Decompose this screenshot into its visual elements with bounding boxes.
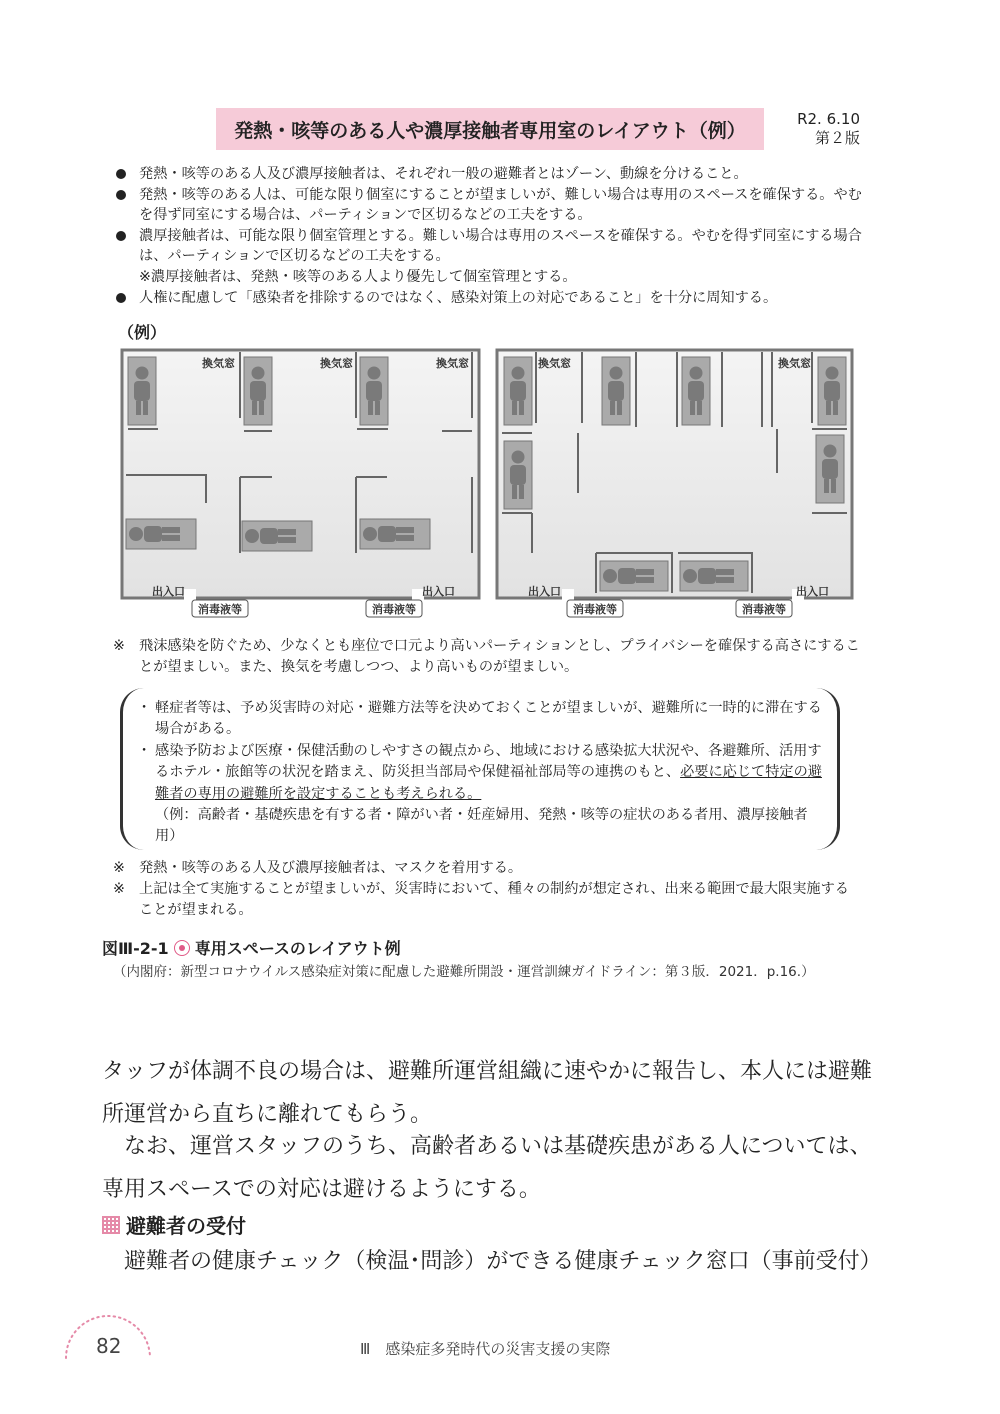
note-mark: ※ (113, 860, 125, 876)
bullet-dot-icon (116, 169, 126, 179)
disinfectant-label: 消毒液等 (198, 603, 242, 616)
figure-number: 図Ⅲ-2-1 (102, 939, 169, 958)
section-heading: 避難者の受付 (102, 1210, 246, 1239)
bullet-dot-icon (116, 293, 126, 303)
window-label: 換気窓 (320, 357, 353, 370)
body-paragraph: タッフが体調不良の場合は、避難所運営組織に速やかに報告し、本人には避難所運営から直ちに離れてもらう。 (102, 1059, 873, 1127)
layout-title-banner (216, 108, 764, 150)
disinfectant-label: 消毒液等 (573, 603, 617, 616)
bullet-item: 人権に配慮して「感染者を排除するのではなく、感染対策上の対応であること」を十分に周知する。 (113, 288, 873, 309)
entrance-label: 出入口 (422, 585, 455, 598)
window-label: 換気窓 (436, 357, 469, 370)
bullet-dot-icon (116, 231, 126, 241)
example-label: （例） (118, 323, 167, 342)
layout-title: 発熱・咳等のある人や濃厚接触者専用室のレイアウト（例） (234, 119, 746, 142)
window-label: 換気窓 (778, 357, 811, 370)
partition-note-text: 飛沫感染を防ぐため、少なくとも座位で口元より高いパーティションとし、プライバシーを確保する高さにすることが望ましい。また、換気を考慮しつつ、より高いものが望ましい。 (139, 638, 860, 675)
body-paragraph: 避難者の健康チェック（検温･問診）ができる健康チェック窓口（事前受付） (124, 1249, 882, 1274)
bullet-item: 発熱・咳等のある人及び濃厚接触者は、それぞれ一般の避難者とはゾーン、動線を分けること。 (113, 164, 873, 185)
guideline-bullets (113, 164, 873, 308)
paren-item: ・ 感染予防および医療・保健活動のしやすさの観点から、地域における感染拡大状況や、各避難所、活用するホテル・旅館等の状況を踏まえ、防災担当部局や保健福祉部局等の連携のもと、必要に応じて特定の避難者の専用の避難所を設定することも考えられる。 （例：高齢者・基礎疾患を有する者・障がい者・妊産婦用、発熱・咳等の症状のある者用、濃厚接触者用） (137, 742, 822, 845)
paren-item: ・ 軽症者等は、予め災害時の対応・避難方法等を決めておくことが望ましいが、避難所に一時的に滞在する場合がある。 (137, 700, 822, 738)
version-edition: 第２版 (814, 129, 860, 147)
bullet-subnote: ※濃厚接触者は、発熱・咳等のある人より優先して個室管理とする。 (139, 268, 577, 285)
partition-note (113, 636, 863, 678)
constraint-note: ※ 上記は全て実施することが望ましいが、災害時において、種々の制約が想定され、出来る範囲で最大限実施することが望まれる。 (113, 881, 849, 918)
note-mark: ※ (113, 638, 125, 654)
body-paragraph: なお、運営スタッフのうち、高齢者あるいは基礎疾患がある人については、専用スペースでの対応は避けるようにする。 (102, 1134, 872, 1202)
version-info (780, 110, 860, 148)
chapter-footer: Ⅲ 感染症多発時代の災害支援の実際 (360, 1340, 611, 1358)
parenthesis-content (135, 698, 825, 848)
bullet-item: 濃厚接触者は、可能な限り個室管理とする。難しい場合は専用のスペースを確保する。やむを得ず同室にする場合は、パーティションで区切るなどの工夫をする。 ※濃厚接触者は、発熱・咳等のある人より優先して個室管理とする。 (113, 226, 873, 288)
floor-plan-right (497, 350, 852, 617)
disinfectant-label: 消毒液等 (372, 603, 416, 616)
figure-caption-text: 専用スペースのレイアウト例 (194, 939, 401, 958)
entrance-label: 出入口 (152, 585, 185, 598)
version-date: R2. 6.10 (797, 110, 860, 128)
target-icon (174, 940, 190, 956)
entrance-label: 出入口 (796, 585, 829, 598)
floor-plan-diagram (112, 343, 862, 623)
disinfectant-label: 消毒液等 (742, 603, 786, 616)
window-label: 換気窓 (538, 357, 571, 370)
window-label: 換気窓 (202, 357, 235, 370)
underlined-text: 必要に応じて特定の避難者の専用の避難所を設定することも考えられる。 (155, 764, 822, 802)
figure-source: （内閣府：新型コロナウイルス感染症対策に配慮した避難所開設・運営訓練ガイドライン：第３版．2021．p.16.） (113, 964, 815, 980)
mask-note: ※ 発熱・咳等のある人及び濃厚接触者は、マスクを着用する。 (113, 858, 863, 879)
page-number: 82 (96, 1334, 122, 1358)
note-mark: ※ (113, 881, 125, 897)
bullet-dot-icon (116, 190, 126, 200)
figure-caption (102, 936, 401, 959)
floor-plan-left (122, 350, 479, 617)
bullet-item: 発熱・咳等のある人は、可能な限り個室にすることが望ましいが、難しい場合は専用のスペースを確保する。やむを得ず同室にする場合は、パーティションで区切るなどの工夫をする。 (113, 185, 873, 226)
section-grid-icon (102, 1216, 120, 1234)
entrance-label: 出入口 (528, 585, 561, 598)
paren-example: （例：高齢者・基礎疾患を有する者・障がい者・妊産婦用、発熱・咳等の症状のある者用、濃厚接触者用） (155, 807, 808, 845)
